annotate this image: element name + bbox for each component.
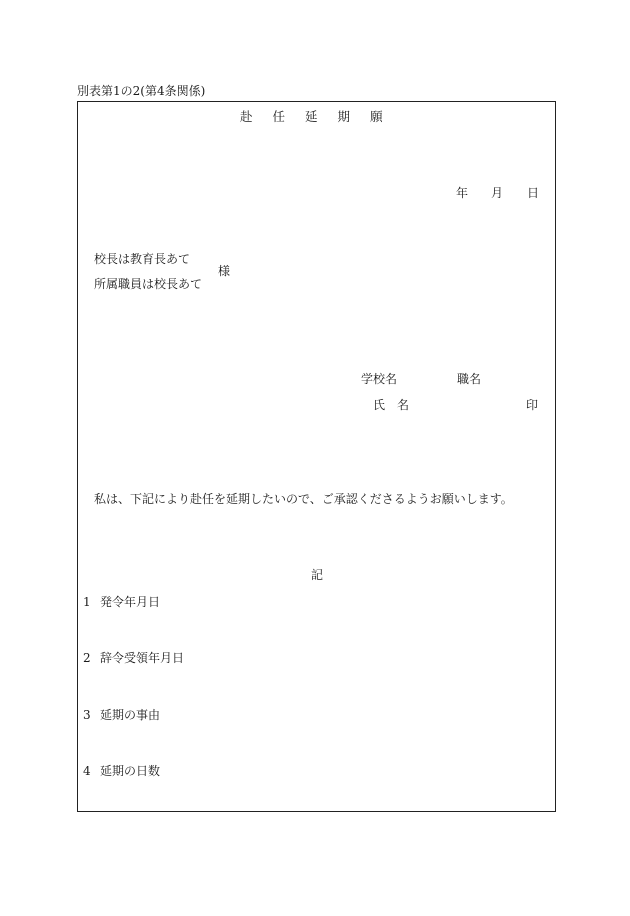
document-title xyxy=(240,111,383,124)
addressee-honorific: 様 xyxy=(218,264,231,278)
item-label: 発令年月日 xyxy=(100,595,161,609)
request-text: 私は、下記により赴任を延期したいので、ご承認くださるようお願いします。 xyxy=(94,492,513,506)
title-char: 期 xyxy=(337,109,351,124)
title-char: 任 xyxy=(272,109,286,124)
position-label: 職名 xyxy=(457,372,482,386)
item-number: 4 xyxy=(83,764,91,778)
date-year-label: 年 xyxy=(456,186,469,200)
date-day-label: 日 xyxy=(527,186,540,200)
item-number: 1 xyxy=(83,595,91,609)
item-label: 辞令受領年月日 xyxy=(100,651,185,665)
record-label: 記 xyxy=(311,568,324,582)
title-char: 願 xyxy=(370,109,383,124)
title-char: 赴 xyxy=(240,109,253,124)
addressee-line-2: 所属職員は校長あて xyxy=(94,277,203,291)
form-frame xyxy=(77,101,556,812)
addressee-line-1: 校長は教育長あて xyxy=(94,252,191,266)
item-label: 延期の日数 xyxy=(100,764,161,778)
date-month-label: 月 xyxy=(491,186,504,200)
table-reference: 別表第1の2(第4条関係) xyxy=(77,84,206,98)
item-label: 延期の事由 xyxy=(100,708,161,722)
seal-mark: 印 xyxy=(526,398,539,412)
item-number: 3 xyxy=(83,708,91,722)
school-name-label: 学校名 xyxy=(361,372,398,386)
name-label: 氏 名 xyxy=(373,398,410,412)
item-number: 2 xyxy=(83,651,91,665)
title-char: 延 xyxy=(305,109,318,124)
